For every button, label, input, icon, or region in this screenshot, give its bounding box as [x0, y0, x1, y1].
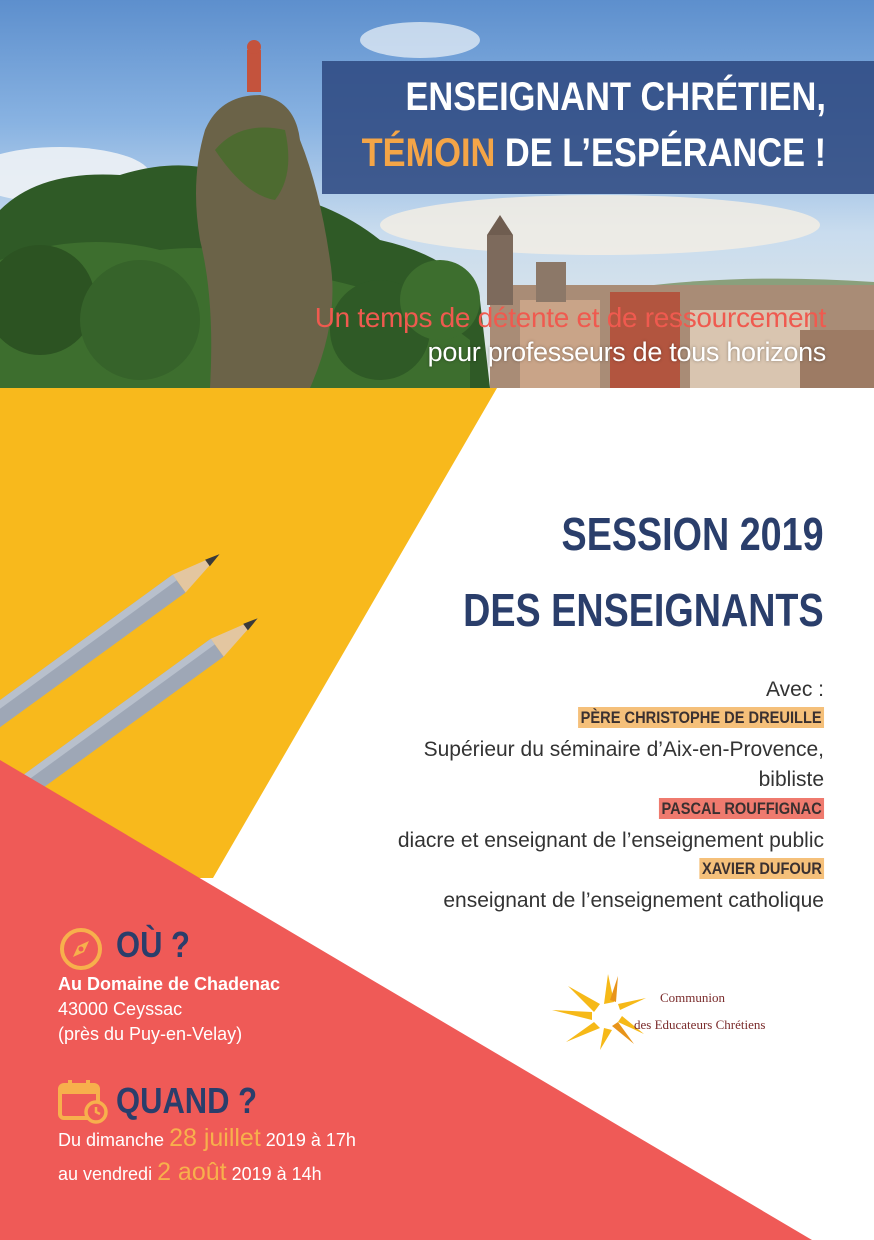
when-start-date: 28 juillet — [169, 1124, 261, 1152]
session-title-line2: DES ENSEIGNANTS — [463, 584, 824, 636]
speaker-name: PASCAL ROUFFIGNAC — [659, 798, 824, 819]
where-note: (près du Puy-en-Velay) — [58, 1024, 243, 1044]
session-title-line1: SESSION 2019 — [561, 508, 824, 560]
compass-icon — [58, 926, 104, 972]
speakers-intro: Avec : — [766, 678, 824, 701]
main-title-line1: ENSEIGNANT CHRÉTIEN, — [405, 75, 826, 119]
when-start-suffix: 2019 à 17h — [260, 1130, 356, 1150]
when-start-prefix: Du dimanche — [58, 1130, 170, 1150]
tagline-line1: Un temps de détente et de ressourcement — [314, 302, 826, 333]
speaker-role: bibliste — [758, 768, 824, 791]
speaker-name: XAVIER DUFOUR — [699, 858, 824, 879]
main-title-highlight: TÉMOIN — [361, 131, 496, 175]
speaker-role: Supérieur du séminaire d’Aix-en-Provence, — [423, 738, 824, 761]
tagline-line2: pour professeurs de tous horizons — [427, 337, 826, 367]
when-start — [58, 1124, 356, 1153]
where-postal: 43000 Ceyssac — [58, 999, 183, 1019]
main-title-line2 — [362, 131, 826, 176]
when-end-date: 2 août — [157, 1158, 227, 1186]
main-title-rest: DE L’ESPÉRANCE ! — [495, 131, 826, 175]
speaker-role: enseignant de l’enseignement catholique — [443, 889, 824, 912]
where-title: OÙ ? — [116, 924, 190, 965]
cec-logo-icon — [548, 964, 818, 1054]
when-title: QUAND ? — [116, 1080, 258, 1121]
logo-text-line1: Communion — [660, 990, 726, 1005]
speaker-role: diacre et enseignant de l’enseignement public — [397, 829, 824, 852]
calendar-clock-icon — [58, 1078, 108, 1124]
title-band — [322, 61, 874, 194]
when-end — [58, 1158, 322, 1187]
logo-text-line2: des Educateurs Chrétiens — [634, 1017, 766, 1032]
when-end-suffix: 2019 à 14h — [226, 1164, 322, 1184]
when-end-prefix: au vendredi — [58, 1164, 158, 1184]
speaker-name: PÈRE CHRISTOPHE DE DREUILLE — [578, 707, 824, 728]
where-venue: Au Domaine de Chadenac — [58, 974, 281, 994]
